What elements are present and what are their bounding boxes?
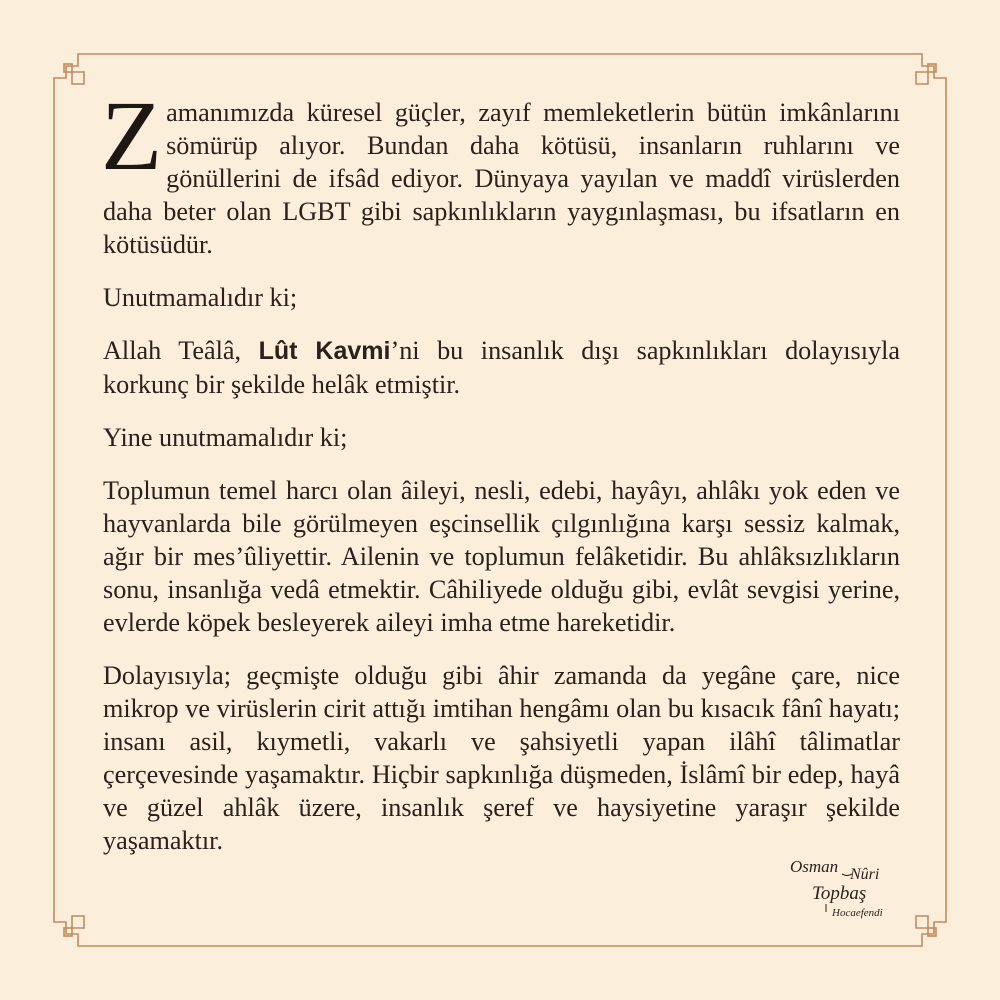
drop-cap: Z [101, 80, 163, 191]
paragraph-lut-after: ’ni bu insanlık dışı sapkınlıkları dolayısıyla korkunç bir şekilde helâk etmiştir. [103, 336, 900, 399]
paragraph-intro [101, 80, 900, 261]
paragraph-lut-before: Allah Teâlâ, [103, 336, 259, 365]
signature-line2: Topbaş [812, 883, 867, 904]
article-body [101, 80, 900, 877]
paragraph-lut-bold: Lût Kavmi [258, 337, 391, 365]
paragraph-lut [103, 334, 900, 401]
signature-line1b: Nûri [850, 866, 880, 883]
paragraph-intro-text: amanımızda küresel güçler, zayıf memleketlerin bütün imkânlarını sömürüp alıyor. Bundan daha kötüsü, insanların ruhlarını ve gönüllerini de ifsâd ediyor. Dünyaya yayılan ve maddî virüslerden daha beter olan LGBT gibi sapkınlıkların yaygınlaşması, bu ifsatların en kötüsüdür. [103, 98, 900, 259]
signature [786, 852, 916, 922]
signature-line3: Hocaefendi [832, 907, 883, 919]
signature-line1: Osman [790, 857, 839, 876]
paragraph-reminder-1: Unutmamalıdır ki; [103, 283, 298, 312]
paragraph-conclusion: Dolayısıyla; geçmişte olduğu gibi âhir zamanda da yegâne çare, nice mikrop ve virüslerin cirit attığı imtihan hengâmı olan bu kısacık fânî hayatı; insanı asil, kıymetli, vakarlı ve şahsiyetli yapan ilâhî tâlimatlar çerçevesinde yaşamaktır. Hiçbir sapkınlığa düşmeden, İslâmî bir edep, hayâ ve güzel ahlâk üzere, insanlık şeref ve haysiyetine yaraşır şekilde yaşamaktır. [103, 661, 900, 855]
paragraph-reminder-2: Yine unutmamalıdır ki; [103, 423, 348, 452]
paragraph-family: Toplumun temel harcı olan âileyi, nesli, edebi, hayâyı, ahlâkı yok eden ve hayvanlarda bile görülmeyen eşcinsellik çılgınlığına karşı sessiz kalmak, ağır bir mes’ûliyettir. Ailenin ve toplumun felâketidir. Bu ahlâksızlıkların sonu, insanlığa vedâ etmektir. Câhiliyede olduğu gibi, evlât sevgisi yerine, evlerde köpek besleyerek aileyi imha etme hareketidir. [103, 476, 900, 637]
